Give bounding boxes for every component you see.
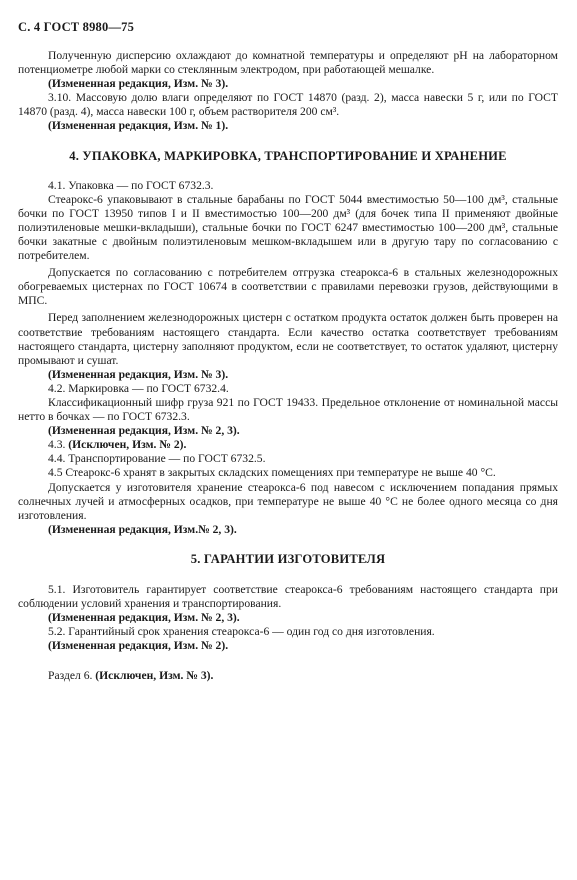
section-label: Раздел 6. — [48, 669, 93, 683]
amendment-note: (Измененная редакция, Изм.№ 2, 3). — [48, 522, 237, 536]
amendment-note: (Измененная редакция, Изм. № 3). — [48, 367, 229, 381]
paragraph: Допускается у изготовителя хранение стеарокса-6 под навесом с исключением попадания прямых солнечных лучей и атмосферных осадков, при температуре не выше 40 °С не более одного месяца со дня изготовления. — [18, 480, 558, 522]
section-heading-5: 5. ГАРАНТИИ ИЗГОТОВИТЕЛЯ — [190, 551, 386, 566]
paragraph: Допускается по согласованию с потребителем отгрузка стеарокса-6 в стальных железнодорожных обогреваемых цистернах по ГОСТ 10674 в соответствии с правилами перевозки грузов, действующими в МПС. — [18, 266, 558, 308]
paragraph: Классификационный шифр груза 921 по ГОСТ 19433. Предельное отклонение от номинальной массы нетто в бочках — по ГОСТ 6732.3. — [18, 395, 558, 424]
amendment-note: (Измененная редакция, Изм. № 1). — [48, 119, 229, 133]
amendment-note: (Измененная редакция, Изм. № 3). — [48, 77, 229, 91]
amendment-note: (Измененная редакция, Изм. № 2). — [48, 639, 229, 653]
paragraph — [18, 438, 558, 452]
page-content — [18, 49, 558, 683]
section-6-note — [18, 669, 558, 683]
amendment-note: (Измененная редакция, Изм. № 2, 3). — [48, 424, 240, 438]
clause-number: 4.3. — [48, 438, 66, 452]
amendment-note: (Измененная редакция, Изм. № 2, 3). — [48, 611, 240, 625]
excluded-note: (Исключен, Изм. № 2). — [68, 438, 187, 452]
paragraph: 4.1. Упаковка — по ГОСТ 6732.3. — [48, 178, 214, 192]
paragraph: 4.5 Стеарокс-6 хранят в закрытых складских помещениях при температуре не выше 40 °С. — [48, 466, 496, 480]
paragraph: 3.10. Массовую долю влаги определяют по ГОСТ 14870 (разд. 2), масса навески 5 г, или по ГОСТ 14870 (разд. 4), масса навески 100 г, объем растворителя 200 см³. — [18, 91, 558, 119]
section-heading-4: 4. УПАКОВКА, МАРКИРОВКА, ТРАНСПОРТИРОВАНИЕ И ХРАНЕНИЕ — [69, 148, 507, 163]
excluded-note: (Исключен, Изм. № 3). — [95, 669, 214, 683]
page-header: С. 4 ГОСТ 8980—75 — [18, 20, 135, 34]
paragraph: Полученную дисперсию охлаждают до комнатной температуры и определяют pH на лабораторном потенциометре любой марки со стеклянным электродом, при работающей мешалке. — [18, 49, 558, 77]
paragraph: 4.4. Транспортирование — по ГОСТ 6732.5. — [48, 452, 266, 466]
paragraph: 4.2. Маркировка — по ГОСТ 6732.4. — [48, 381, 229, 395]
paragraph: Стеарокс-6 упаковывают в стальные барабаны по ГОСТ 5044 вместимостью 50—100 дм³, стальные бочки по ГОСТ 13950 типов I и II вместимостью 100—200 дм³ (для бочек типа II применяют двойные полиэтиленовые мешки-вкладыши), стальные бочки по ГОСТ 6247 вместимостью 100—200 дм³, стальные бочки закатные с двойным полиэтиленовым мешком-вкладышем или в другую тару по согласованию с потребителем. — [18, 192, 558, 263]
paragraph: 5.2. Гарантийный срок хранения стеарокса-6 — один год со дня изготовления. — [48, 625, 435, 639]
paragraph: 5.1. Изготовитель гарантирует соответствие стеарокса-6 требованиям настоящего стандарта при соблюдении условий хранения и транспортирования. — [18, 582, 558, 610]
paragraph: Перед заполнением железнодорожных цистерн с остатком продукта остаток должен быть проверен на соответствие требованиям настоящего стандарта. Если качество остатка соответствует требованиям настоящего стандарта, цистерну заполняют продуктом, если не соответствует, то остаток удаляют, цистерну промывают и сушат. — [18, 311, 558, 367]
